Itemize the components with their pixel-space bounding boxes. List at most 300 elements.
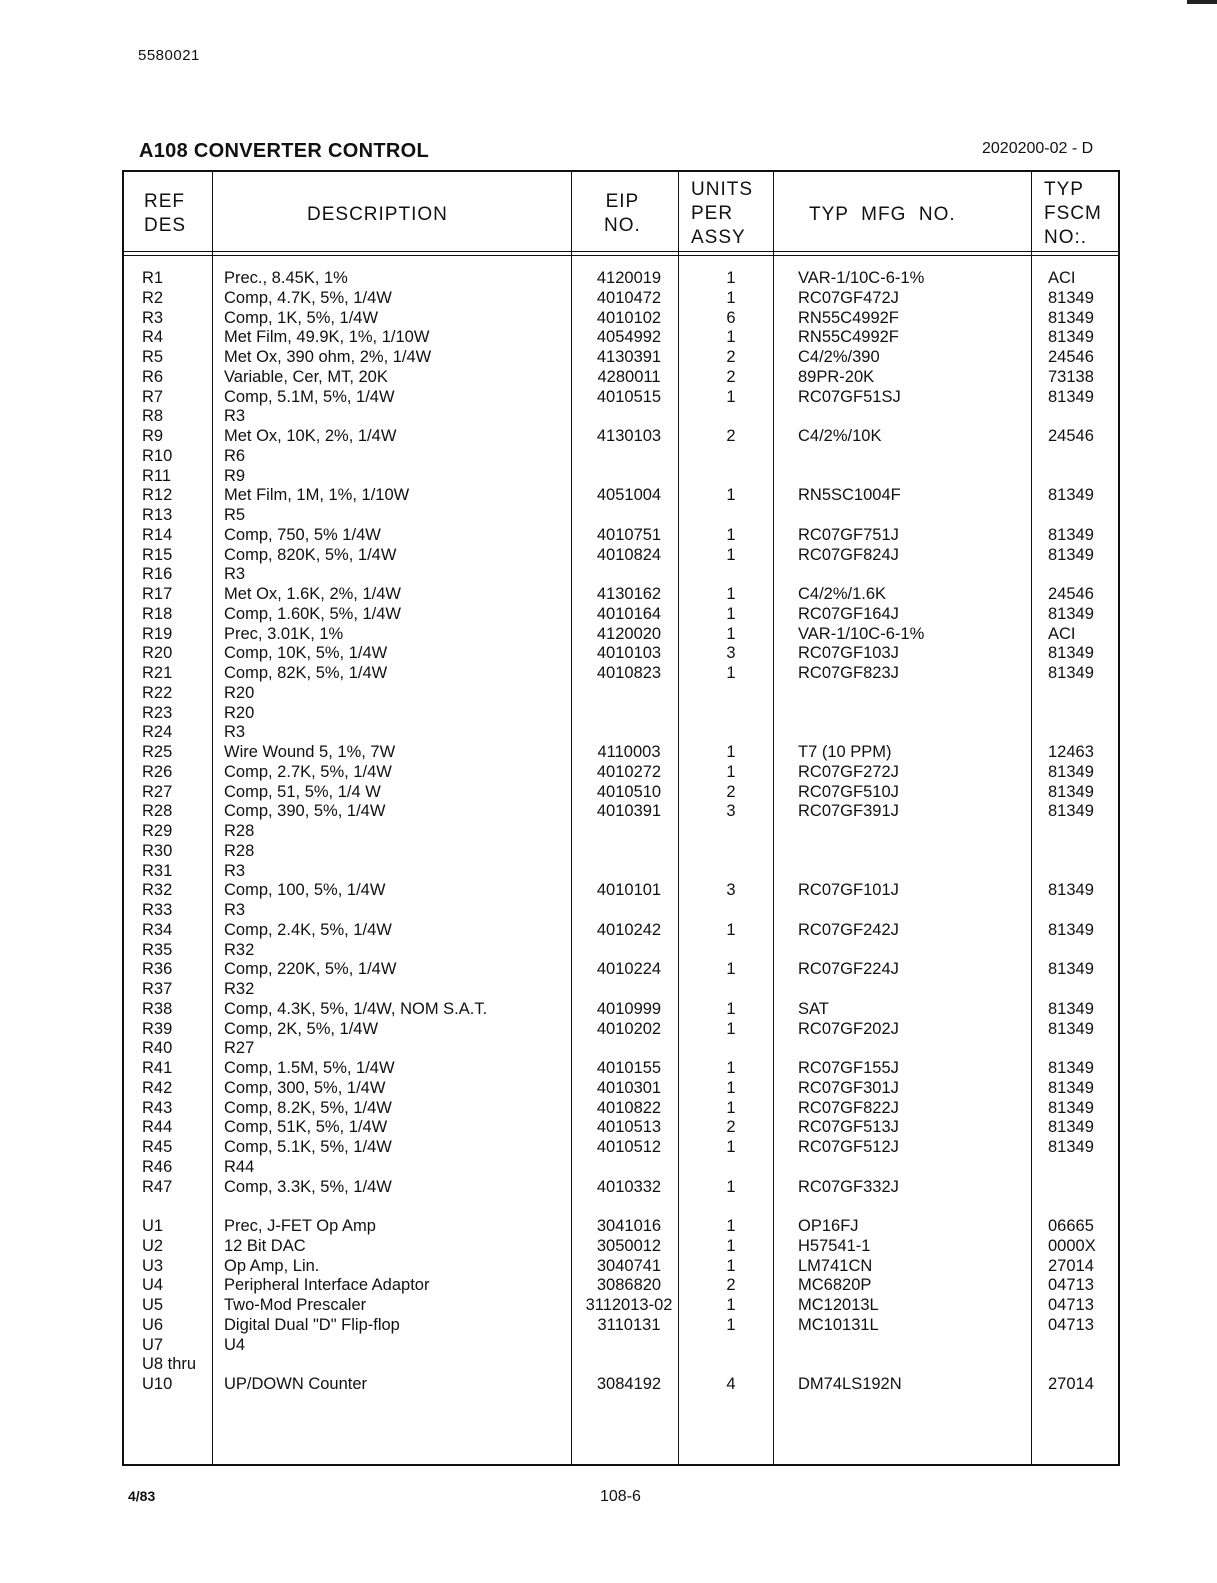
cell-description: R3: [224, 901, 246, 919]
table-row: [124, 584, 1118, 604]
table-row: [124, 1216, 1118, 1236]
cell-mfg-number: RC07GF103J: [798, 644, 899, 663]
cell-units-per-assy: 1: [726, 1098, 736, 1117]
header-typ-fscm-no: TYP FSCM NO:.: [1044, 179, 1102, 248]
cell-mfg-number: LM741CN: [798, 1256, 873, 1275]
cell-description: R20: [224, 683, 255, 702]
cell-eip-number: 3084192: [596, 1375, 662, 1393]
cell-fscm-number: 12463: [1048, 743, 1094, 761]
cell-units-per-assy: 2: [726, 427, 736, 445]
cell-eip-number: 4010391: [596, 802, 662, 821]
cell-eip-number: 4010155: [596, 1059, 662, 1077]
cell-ref-des: U4: [142, 1276, 164, 1295]
cell-fscm-number: 81349: [1048, 1118, 1094, 1137]
table-row: [124, 801, 1118, 821]
table-row: [124, 1256, 1118, 1276]
header-rule: [124, 255, 1118, 256]
cell-description: Comp, 820K, 5%, 1/4W: [224, 545, 397, 564]
cell-eip-number: 4010164: [596, 604, 662, 623]
cell-units-per-assy: 1: [726, 269, 736, 287]
cell-ref-des: R31: [142, 861, 173, 880]
cell-eip-number: 4010822: [596, 1098, 662, 1117]
cell-eip-number: 4280011: [597, 367, 661, 386]
cell-ref-des: U3: [142, 1256, 164, 1275]
cell-eip-number: 4054992: [596, 328, 662, 347]
cell-description: Prec, 3.01K, 1%: [224, 624, 344, 643]
cell-description: Variable, Cer, MT, 20K: [224, 367, 388, 386]
cell-units-per-assy: 1: [726, 1059, 736, 1077]
table-row: [124, 920, 1118, 940]
cell-ref-des: R43: [142, 1098, 173, 1117]
cell-mfg-number: C4/2%/1.6K: [798, 585, 887, 603]
cell-description: Comp, 2K, 5%, 1/4W: [224, 1019, 379, 1038]
cell-description: Comp, 4.3K, 5%, 1/4W, NOM S.A.T.: [224, 999, 488, 1018]
cell-units-per-assy: 2: [726, 348, 736, 366]
cell-ref-des: R27: [142, 782, 173, 801]
cell-fscm-number: 81349: [1048, 1098, 1094, 1117]
cell-units-per-assy: 1: [726, 960, 736, 979]
cell-description: Met Ox, 10K, 2%, 1/4W: [224, 427, 397, 445]
cell-description: Comp, 8.2K, 5%, 1/4W: [224, 1098, 392, 1117]
table-row: [124, 900, 1118, 920]
cell-units-per-assy: 4: [726, 1375, 736, 1393]
cell-ref-des: R32: [142, 881, 173, 900]
table-row: [124, 979, 1118, 999]
table-row: [124, 643, 1118, 663]
cell-mfg-number: RC07GF824J: [798, 545, 899, 564]
cell-description: R3: [224, 565, 246, 584]
cell-units-per-assy: 1: [726, 585, 736, 603]
cell-eip-number: 4010823: [596, 664, 662, 682]
cell-mfg-number: RC07GF513J: [798, 1118, 899, 1137]
cell-units-per-assy: 3: [726, 644, 736, 663]
cell-fscm-number: 81349: [1048, 328, 1094, 347]
cell-description: R5: [224, 506, 246, 524]
cell-mfg-number: RN55C4992F: [798, 308, 899, 327]
cell-ref-des: U2: [142, 1236, 164, 1255]
cell-ref-des: R33: [142, 901, 173, 919]
table-row: [124, 1038, 1118, 1058]
cell-ref-des: R7: [142, 387, 164, 406]
table-row: [124, 722, 1118, 742]
table-row: [124, 1078, 1118, 1098]
cell-description: Comp, 3.3K, 5%, 1/4W: [224, 1177, 392, 1196]
cell-units-per-assy: 6: [726, 308, 736, 327]
table-row: [124, 999, 1118, 1019]
corner-mark: [1187, 0, 1217, 4]
cell-description: Comp, 750, 5% 1/4W: [224, 525, 381, 544]
cell-description: Comp, 1.60K, 5%, 1/4W: [224, 604, 401, 623]
cell-eip-number: 3050012: [596, 1236, 662, 1255]
cell-fscm-number: 81349: [1048, 762, 1094, 781]
cell-units-per-assy: 1: [726, 1138, 736, 1156]
cell-description: Two-Mod Prescaler: [224, 1296, 367, 1314]
table-row: [124, 1058, 1118, 1078]
table-row: [124, 1137, 1118, 1157]
table-row: [124, 821, 1118, 841]
cell-ref-des: U8 thru: [142, 1355, 197, 1374]
table-row: [124, 624, 1118, 644]
cell-ref-des: R29: [142, 822, 173, 840]
cell-mfg-number: RC07GF823J: [798, 664, 899, 682]
cell-units-per-assy: 1: [726, 328, 736, 347]
table-row: [124, 959, 1118, 979]
cell-description: Comp, 1K, 5%, 1/4W: [224, 308, 379, 327]
cell-mfg-number: RC07GF751J: [798, 525, 899, 544]
header-eip-no: EIP NO.: [604, 191, 641, 236]
table-row: [124, 308, 1118, 328]
table-row: [124, 505, 1118, 525]
cell-mfg-number: H57541-1: [798, 1236, 871, 1255]
cell-eip-number: 3112013-02: [585, 1296, 673, 1314]
cell-fscm-number: 81349: [1048, 604, 1094, 623]
cell-eip-number: 4010472: [596, 288, 662, 307]
cell-description: R3: [224, 407, 246, 426]
cell-mfg-number: RC07GF512J: [798, 1138, 899, 1156]
drawing-number: 2020200-02 - D: [982, 140, 1094, 157]
cell-mfg-number: RC07GF155J: [798, 1059, 899, 1077]
cell-mfg-number: RC07GF101J: [798, 881, 899, 900]
table-row: [124, 347, 1118, 367]
cell-ref-des: R5: [142, 348, 164, 366]
cell-ref-des: R38: [142, 999, 173, 1018]
cell-fscm-number: 24546: [1048, 427, 1094, 445]
table-row: [124, 604, 1118, 624]
cell-description: Comp, 5.1M, 5%, 1/4W: [224, 387, 395, 406]
cell-fscm-number: 06665: [1048, 1217, 1094, 1235]
table-row: [124, 327, 1118, 347]
cell-units-per-assy: 1: [726, 1296, 736, 1314]
cell-description: R9: [224, 466, 246, 485]
header-ref-des: REF DES: [144, 191, 187, 236]
cell-eip-number: 4010102: [596, 308, 662, 327]
cell-fscm-number: 81349: [1048, 920, 1094, 939]
cell-units-per-assy: 1: [726, 1078, 736, 1097]
cell-ref-des: R18: [142, 604, 173, 623]
cell-ref-des: R11: [142, 466, 172, 485]
table-row: [124, 367, 1118, 387]
cell-description: Prec., 8.45K, 1%: [224, 269, 348, 287]
table-row: [124, 525, 1118, 545]
cell-fscm-number: 81349: [1048, 1019, 1094, 1038]
cell-eip-number: 4130162: [596, 585, 662, 603]
cell-ref-des: R25: [142, 743, 173, 761]
cell-eip-number: 4120019: [596, 269, 662, 287]
cell-ref-des: R40: [142, 1039, 173, 1058]
cell-description: R28: [224, 822, 255, 840]
cell-description: Comp, 5.1K, 5%, 1/4W: [224, 1138, 392, 1156]
cell-mfg-number: RC07GF301J: [798, 1078, 899, 1097]
cell-description: R32: [224, 940, 255, 959]
cell-fscm-number: 81349: [1048, 802, 1094, 821]
table-row: [124, 742, 1118, 762]
cell-eip-number: 3041016: [596, 1217, 662, 1235]
cell-mfg-number: MC10131L: [798, 1315, 879, 1334]
cell-ref-des: R42: [142, 1078, 173, 1097]
cell-units-per-assy: 1: [726, 1315, 736, 1334]
cell-mfg-number: RC07GF822J: [798, 1098, 899, 1117]
cell-eip-number: 3040741: [596, 1256, 662, 1275]
cell-fscm-number: 81349: [1048, 387, 1094, 406]
cell-mfg-number: MC12013L: [798, 1296, 879, 1314]
cell-description: Peripheral Interface Adaptor: [224, 1276, 430, 1295]
table-row: [124, 446, 1118, 466]
cell-ref-des: R19: [142, 624, 173, 643]
table-row: [124, 1196, 1118, 1216]
cell-ref-des: R6: [142, 367, 164, 386]
page-title: A108 CONVERTER CONTROL: [139, 140, 429, 162]
cell-units-per-assy: 1: [726, 999, 736, 1018]
cell-fscm-number: 27014: [1048, 1256, 1094, 1275]
cell-eip-number: 4010515: [596, 387, 662, 406]
cell-fscm-number: 04713: [1048, 1296, 1094, 1314]
table-row: [124, 564, 1118, 584]
cell-fscm-number: 81349: [1048, 782, 1094, 801]
cell-description: Met Film, 1M, 1%, 1/10W: [224, 486, 410, 505]
cell-eip-number: 4010202: [596, 1019, 662, 1038]
cell-mfg-number: C4/2%/390: [798, 348, 880, 366]
cell-mfg-number: RC07GF332J: [798, 1177, 899, 1196]
cell-fscm-number: 0000X: [1048, 1236, 1096, 1255]
cell-eip-number: 4051004: [596, 486, 662, 505]
table-row: [124, 288, 1118, 308]
parts-list-table: [122, 170, 1120, 1466]
cell-description: Comp, 220K, 5%, 1/4W: [224, 960, 397, 979]
cell-units-per-assy: 2: [726, 1118, 736, 1137]
cell-description: Met Film, 49.9K, 1%, 1/10W: [224, 328, 430, 347]
cell-mfg-number: RC07GF164J: [798, 604, 899, 623]
cell-units-per-assy: 1: [726, 1236, 736, 1255]
cell-eip-number: 4120020: [596, 624, 662, 643]
cell-units-per-assy: 1: [726, 1256, 736, 1275]
cell-fscm-number: 73138: [1048, 367, 1094, 386]
cell-eip-number: 4010512: [596, 1138, 662, 1156]
cell-description: Comp, 100, 5%, 1/4W: [224, 881, 386, 900]
cell-ref-des: R46: [142, 1157, 173, 1176]
cell-fscm-number: 81349: [1048, 1078, 1094, 1097]
cell-ref-des: R2: [142, 288, 164, 307]
cell-mfg-number: RC07GF391J: [798, 802, 899, 821]
cell-fscm-number: 81349: [1048, 308, 1094, 327]
cell-fscm-number: 81349: [1048, 960, 1094, 979]
cell-units-per-assy: 1: [726, 604, 736, 623]
cell-ref-des: R22: [142, 683, 173, 702]
cell-eip-number: 4010272: [596, 762, 662, 781]
table-row: [124, 1177, 1118, 1197]
table-row: [124, 387, 1118, 407]
cell-mfg-number: 89PR-20K: [798, 367, 875, 386]
table-row: [124, 1275, 1118, 1295]
footer-date: 4/83: [128, 1488, 156, 1504]
cell-eip-number: 4130103: [596, 427, 662, 445]
table-row: [124, 545, 1118, 565]
cell-ref-des: U10: [142, 1375, 173, 1393]
cell-ref-des: R34: [142, 920, 173, 939]
header-rule: [124, 251, 1118, 252]
cell-ref-des: R17: [142, 585, 173, 603]
cell-fscm-number: 81349: [1048, 525, 1094, 544]
cell-fscm-number: ACI: [1048, 624, 1076, 643]
cell-description: R3: [224, 723, 246, 742]
cell-mfg-number: RC07GF472J: [798, 288, 899, 307]
cell-eip-number: 3110131: [597, 1315, 661, 1334]
cell-mfg-number: RC07GF51SJ: [798, 387, 901, 406]
cell-eip-number: 4010510: [596, 782, 662, 801]
cell-mfg-number: RC07GF224J: [798, 960, 899, 979]
cell-ref-des: R14: [142, 525, 173, 544]
cell-eip-number: 4010513: [596, 1118, 662, 1137]
cell-eip-number: 3086820: [596, 1276, 662, 1295]
cell-eip-number: 4010332: [596, 1177, 662, 1196]
cell-fscm-number: 81349: [1048, 288, 1094, 307]
table-row: [124, 1157, 1118, 1177]
cell-description: Digital Dual "D" Flip-flop: [224, 1315, 400, 1334]
table-row: [124, 861, 1118, 881]
cell-ref-des: R24: [142, 723, 173, 742]
cell-description: Comp, 10K, 5%, 1/4W: [224, 644, 388, 663]
cell-description: R27: [224, 1039, 255, 1058]
cell-units-per-assy: 1: [726, 664, 736, 682]
cell-mfg-number: RN5SC1004F: [798, 486, 901, 505]
cell-mfg-number: RN55C4992F: [798, 328, 899, 347]
table-row: [124, 703, 1118, 723]
cell-fscm-number: 24546: [1048, 585, 1094, 603]
cell-ref-des: R35: [142, 940, 173, 959]
cell-units-per-assy: 1: [726, 1177, 736, 1196]
cell-description: R3: [224, 861, 246, 880]
cell-ref-des: R4: [142, 328, 164, 347]
table-row: [124, 1374, 1118, 1394]
cell-ref-des: R47: [142, 1177, 173, 1196]
cell-fscm-number: 81349: [1048, 881, 1094, 900]
cell-description: Comp, 390, 5%, 1/4W: [224, 802, 386, 821]
cell-eip-number: 4010301: [596, 1078, 662, 1097]
cell-mfg-number: RC07GF272J: [798, 762, 899, 781]
cell-fscm-number: 04713: [1048, 1276, 1094, 1295]
cell-units-per-assy: 3: [726, 881, 736, 900]
table-row: [124, 782, 1118, 802]
cell-ref-des: R30: [142, 841, 173, 860]
cell-ref-des: U1: [142, 1217, 164, 1235]
cell-units-per-assy: 1: [726, 1019, 736, 1038]
cell-eip-number: 4010242: [596, 920, 662, 939]
cell-mfg-number: RC07GF202J: [798, 1019, 899, 1038]
cell-eip-number: 4110003: [597, 743, 661, 761]
cell-description: Comp, 51, 5%, 1/4 W: [224, 782, 381, 801]
table-row: [124, 1335, 1118, 1355]
table-row: [124, 485, 1118, 505]
cell-units-per-assy: 1: [726, 1217, 736, 1235]
cell-units-per-assy: 1: [726, 920, 736, 939]
cell-description: Comp, 1.5M, 5%, 1/4W: [224, 1059, 395, 1077]
cell-units-per-assy: 1: [726, 545, 736, 564]
cell-description: R44: [224, 1157, 255, 1176]
table-row: [124, 1019, 1118, 1039]
cell-description: U4: [224, 1335, 246, 1354]
cell-units-per-assy: 3: [726, 802, 736, 821]
cell-fscm-number: 27014: [1048, 1375, 1094, 1393]
cell-description: Comp, 51K, 5%, 1/4W: [224, 1118, 388, 1137]
cell-mfg-number: MC6820P: [798, 1276, 872, 1295]
cell-mfg-number: SAT: [798, 999, 829, 1018]
cell-ref-des: U7: [142, 1335, 164, 1354]
header-typ-mfg-no: TYP MFG NO.: [809, 204, 956, 225]
cell-description: Comp, 82K, 5%, 1/4W: [224, 664, 388, 682]
cell-mfg-number: C4/2%/10K: [798, 427, 882, 445]
cell-mfg-number: DM74LS192N: [798, 1375, 902, 1393]
cell-description: R28: [224, 841, 255, 860]
cell-description: R6: [224, 446, 246, 465]
cell-ref-des: R26: [142, 762, 173, 781]
cell-units-per-assy: 1: [726, 525, 736, 544]
cell-mfg-number: RC07GF242J: [798, 920, 899, 939]
cell-fscm-number: 81349: [1048, 1059, 1094, 1077]
table-row: [124, 426, 1118, 446]
cell-units-per-assy: 1: [726, 486, 736, 505]
cell-description: Comp, 2.7K, 5%, 1/4W: [224, 762, 392, 781]
table-row: [124, 268, 1118, 288]
cell-ref-des: R39: [142, 1019, 173, 1038]
cell-fscm-number: 81349: [1048, 999, 1094, 1018]
cell-units-per-assy: 1: [726, 387, 736, 406]
cell-ref-des: R3: [142, 308, 164, 327]
cell-fscm-number: 81349: [1048, 644, 1094, 663]
cell-units-per-assy: 2: [726, 1276, 736, 1295]
header-units-per-assy: UNITS PER ASSY: [691, 179, 753, 248]
cell-ref-des: R44: [142, 1118, 173, 1137]
cell-eip-number: 4010999: [596, 999, 662, 1018]
cell-fscm-number: 81349: [1048, 486, 1094, 505]
cell-description: R20: [224, 703, 255, 722]
cell-ref-des: R36: [142, 960, 173, 979]
cell-mfg-number: VAR-1/10C-6-1%: [798, 269, 925, 287]
table-row: [124, 683, 1118, 703]
table-row: [124, 841, 1118, 861]
footer-page-number: 108-6: [600, 1488, 641, 1505]
cell-eip-number: 4010824: [596, 545, 662, 564]
table-row: [124, 1295, 1118, 1315]
cell-ref-des: R9: [142, 427, 164, 445]
cell-eip-number: 4010224: [596, 960, 662, 979]
cell-eip-number: 4010101: [596, 881, 662, 900]
cell-ref-des: R16: [142, 565, 173, 584]
cell-units-per-assy: 1: [726, 743, 736, 761]
table-row: [124, 1315, 1118, 1335]
cell-ref-des: R20: [142, 644, 173, 663]
cell-units-per-assy: 2: [726, 367, 736, 386]
cell-fscm-number: 81349: [1048, 1138, 1094, 1156]
cell-units-per-assy: 1: [726, 288, 736, 307]
cell-ref-des: R15: [142, 545, 173, 564]
cell-ref-des: R45: [142, 1138, 173, 1156]
cell-description: R32: [224, 980, 255, 998]
cell-mfg-number: T7 (10 PPM): [798, 743, 892, 761]
table-row: [124, 1236, 1118, 1256]
cell-mfg-number: OP16FJ: [798, 1217, 859, 1235]
cell-units-per-assy: 1: [726, 762, 736, 781]
cell-description: Comp, 300, 5%, 1/4W: [224, 1078, 386, 1097]
cell-eip-number: 4010751: [596, 525, 662, 544]
cell-ref-des: R8: [142, 407, 164, 426]
table-row: [124, 1098, 1118, 1118]
cell-ref-des: R21: [142, 664, 173, 682]
table-row: [124, 1354, 1118, 1374]
cell-fscm-number: 24546: [1048, 348, 1094, 366]
cell-fscm-number: 81349: [1048, 664, 1094, 682]
table-row: [124, 1117, 1118, 1137]
cell-ref-des: R37: [142, 980, 173, 998]
cell-description: Wire Wound 5, 1%, 7W: [224, 743, 396, 761]
